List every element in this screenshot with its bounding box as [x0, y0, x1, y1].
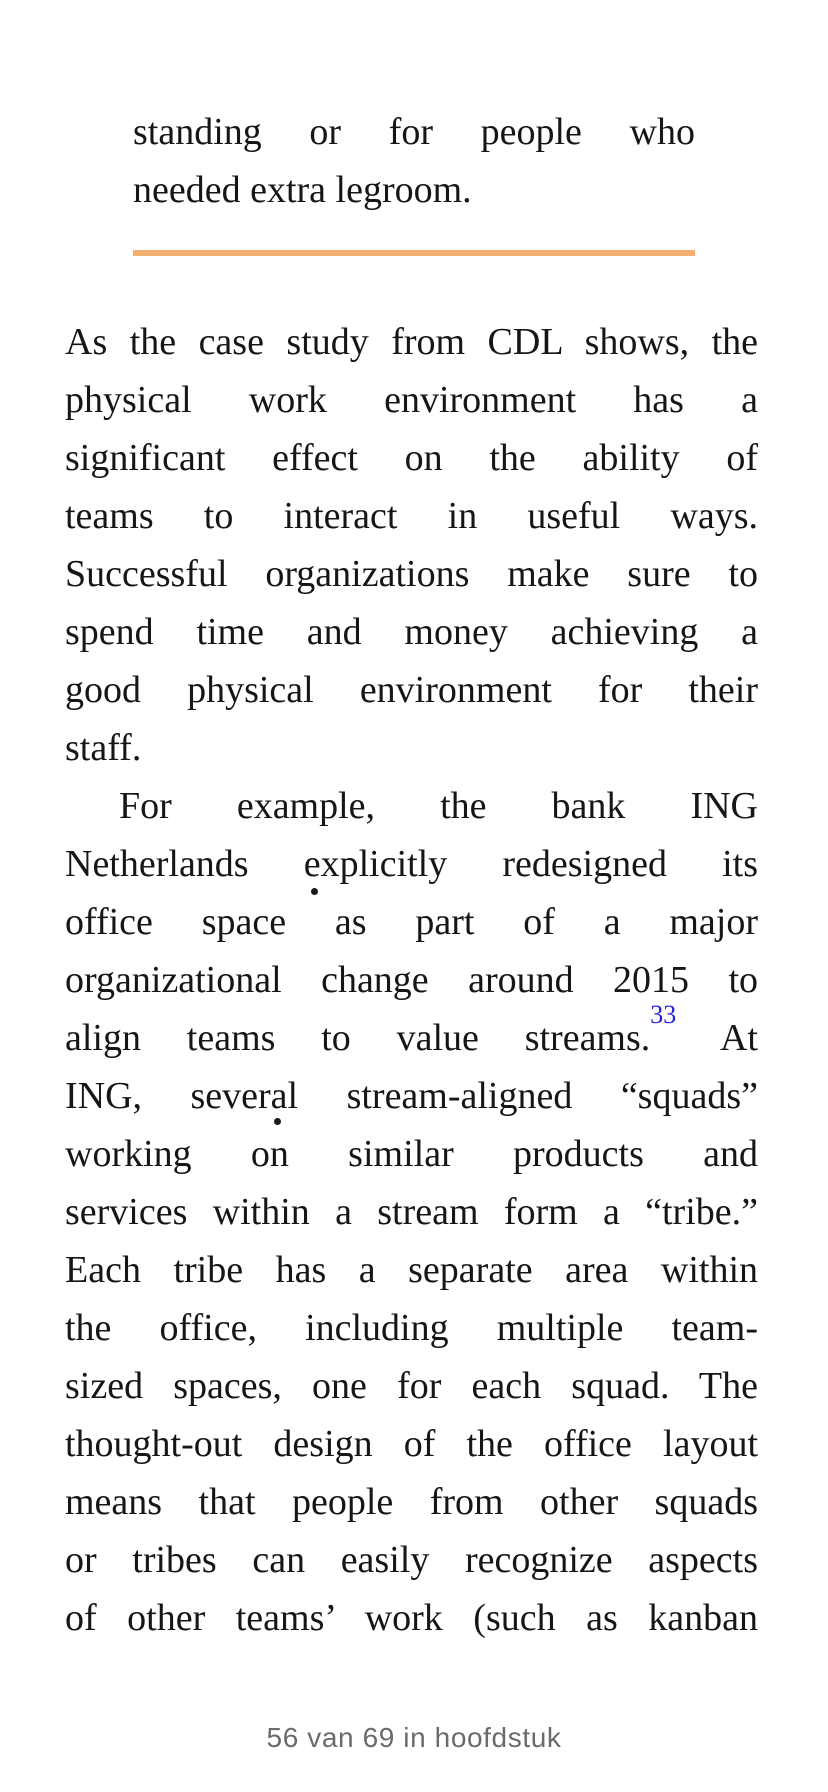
footnote-line: [65, 1000, 758, 1067]
text-line: physical work environment has a: [65, 379, 758, 421]
text-line: good physical environment for their: [65, 669, 758, 711]
footnote-line-before: align teams to value streams.: [65, 1017, 651, 1059]
text-line: organizational change around 2015 to: [65, 959, 758, 1001]
text-line: or tribes can easily recognize aspects: [65, 1539, 758, 1581]
text-line: sized spaces, one for each squad. The: [65, 1365, 758, 1407]
paragraph-2-end: [65, 1067, 758, 1647]
text-line: As the case study from CDL shows, the: [65, 321, 758, 363]
text-line: working on similar products and: [65, 1133, 758, 1175]
text-line: thought-out design of the office layout: [65, 1423, 758, 1465]
text-line: means that people from other squads: [65, 1481, 758, 1523]
text-line: significant effect on the ability of: [65, 437, 758, 479]
footnote-line-after: At: [676, 1017, 758, 1059]
body-text: [65, 313, 758, 1647]
case-study-divider-rule: [133, 250, 695, 256]
case-study-text-block: [133, 103, 695, 219]
text-line: standing or for people who: [133, 111, 695, 153]
text-line: Netherlands explicitly redesigned its: [65, 843, 758, 885]
paragraph-2-start: [65, 777, 758, 1009]
text-line: teams to interact in useful ways.: [65, 495, 758, 537]
text-line: ING, several stream-aligned “squads”: [65, 1075, 758, 1117]
stray-dot: [274, 1118, 281, 1125]
footnote-link-33[interactable]: 33: [650, 1000, 677, 1030]
reading-progress-label: 56 van 69 in hoofdstuk: [266, 1722, 562, 1753]
text-line: of other teams’ work (such as kanban: [65, 1597, 758, 1639]
text-line: staff.: [65, 727, 142, 769]
text-line: services within a stream form a “tribe.”: [65, 1191, 758, 1233]
stray-dot: [311, 888, 318, 895]
text-line: spend time and money achieving a: [65, 611, 758, 653]
text-line: needed extra legroom.: [133, 169, 472, 211]
text-line: Each tribe has a separate area within: [65, 1249, 758, 1291]
text-line: For example, the bank ING: [119, 785, 758, 827]
text-line: office space as part of a major: [65, 901, 758, 943]
paragraph-1: [65, 313, 758, 777]
text-line: Successful organizations make sure to: [65, 553, 758, 595]
text-line: the office, including multiple team-: [65, 1307, 758, 1349]
